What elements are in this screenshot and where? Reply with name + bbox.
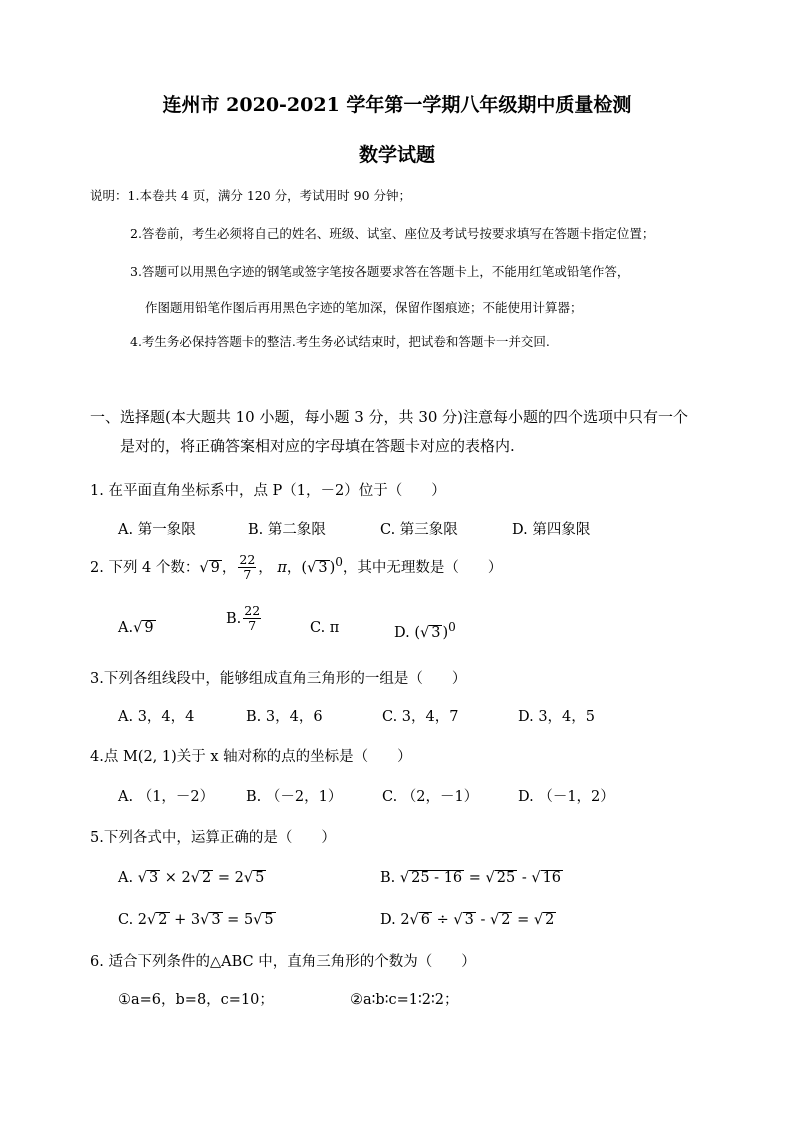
section1-line1: 一、选择题(本大题共 10 小题，每小题 3 分，共 30 分)注意每小题的四个选项中只有一个 xyxy=(90,408,689,426)
q2-pi: π xyxy=(277,559,287,576)
q3-option-a: A. 3，4，4 xyxy=(118,709,195,725)
q2-frac-den: 7 xyxy=(243,567,252,583)
note-4: 4.考生务必保持答题卡的整洁.考生务必试结束时，把试卷和答题卡一并交回. xyxy=(130,334,550,349)
q6-condition-1: ①a=6，b=8，c=10； xyxy=(118,992,274,1008)
q4-option-a: A. （1，－2） xyxy=(118,789,215,805)
q3-stem: 3.下列各组线段中，能够组成直角三角形的一组是（ ） xyxy=(90,671,467,687)
section1-line2: 是对的，将正确答案相对应的字母填在答题卡对应的表格内. xyxy=(120,437,515,455)
q2-b-num: 22 xyxy=(244,603,261,618)
q5-stem: 5.下列各式中，运算正确的是（ ） xyxy=(90,830,336,846)
q5-option-b: B. √ 25 - 16 = √ 25 - √ 16 xyxy=(380,870,562,886)
q2-fraction xyxy=(238,553,256,583)
exam-subtitle: 数学试题 xyxy=(358,144,435,166)
q2-d-label: D. xyxy=(394,624,410,641)
exam-title: 连州市 2020-2021 学年第一学期八年级期中质量检测 xyxy=(162,94,632,116)
q2-sep3: ， xyxy=(286,559,302,576)
note-3a: 3.答题可以用黑色字迹的钢笔或签字笔按各题要求答在答题卡上，不能用红笔或铅笔作答， xyxy=(130,264,630,279)
q5-a-label: A. xyxy=(118,870,134,886)
q2-frac-num: 22 xyxy=(239,552,256,567)
q2-d-val: 3 xyxy=(431,624,441,641)
q2-a-label: A. xyxy=(118,620,134,636)
q2-b-den: 7 xyxy=(248,618,257,634)
q1-stem: 1. 在平面直角坐标系中，点 P（1，－2）位于（ ） xyxy=(90,483,446,499)
q1-option-c: C. 第三象限 xyxy=(380,522,458,538)
q2-stem-suffix: ，其中无理数是（ ） xyxy=(342,559,503,576)
q2-option-b xyxy=(226,604,263,634)
q4-option-b: B. （－2，1） xyxy=(246,789,343,805)
q2-sep1: ， xyxy=(221,559,237,576)
q5-c-label: C. xyxy=(118,912,134,928)
q6-condition-2: ②a∶b∶c=1∶2∶2； xyxy=(350,992,459,1008)
q5-option-d: D. 2√ 6 ÷ √ 3 - √ 2 = √ 2 xyxy=(380,912,555,928)
q5-b-label: B. xyxy=(380,870,396,886)
q2-option-d: D. (√ 3 )$^0$ xyxy=(394,620,456,641)
q3-option-d: D. 3，4，5 xyxy=(518,709,596,725)
q2-stem-prefix: 2. 下列 4 个数： xyxy=(90,559,200,576)
q2-exp0: 0 xyxy=(335,555,343,570)
q2-a-val: 9 xyxy=(144,620,154,636)
note-3b: 作图题用铅笔作图后再用黑色字迹的笔加深，保留作图痕迹；不能使用计算器； xyxy=(145,300,583,315)
q5-d-label: D. xyxy=(380,912,396,928)
q2-c-val: π xyxy=(329,620,340,636)
q5-option-a: A. √ 3 × 2√ 2 = 2√ 5 xyxy=(118,870,265,886)
q3-option-c: C. 3，4，7 xyxy=(382,709,459,725)
q2-b-label: B. xyxy=(226,610,242,627)
q3-option-b: B. 3，4，6 xyxy=(246,709,323,725)
notes-lead-label: 说明： xyxy=(90,188,128,203)
q2-stem: 2. 下列 4 个数：√ 9 ， $\frac{22}{7}$ ， π，(√ 3 )$^0$，其中无理数是（ ） xyxy=(90,552,503,583)
q1-option-d: D. 第四象限 xyxy=(512,522,591,538)
q2-sep2: ， xyxy=(258,559,273,576)
q2-sqrt3: 3 xyxy=(318,559,328,576)
q1-option-b: B. 第二象限 xyxy=(248,522,326,538)
q2-sqrt9: 9 xyxy=(210,559,220,576)
q1-option-a: A. 第一象限 xyxy=(118,522,196,538)
q6-stem: 6. 适合下列条件的△ABC 中，直角三角形的个数为（ ） xyxy=(90,954,476,970)
q2-option-a: A.√ 9 xyxy=(118,620,154,636)
note-1: 1.本卷共 4 页，满分 120 分，考试用时 90 分钟； xyxy=(127,188,412,203)
notes-lead xyxy=(90,186,411,204)
q2-option-c xyxy=(310,620,339,636)
q4-stem: 4.点 M(2, 1)关于 x 轴对称的点的坐标是（ ） xyxy=(90,749,412,765)
q2-d-exp: 0 xyxy=(448,620,456,634)
q2-b-frac xyxy=(243,604,261,634)
note-2: 2.答卷前，考生必须将自己的姓名、班级、试室、座位及考试号按要求填写在答题卡指定位置； xyxy=(130,226,655,241)
q4-option-c: C. （2，－1） xyxy=(382,789,479,805)
q2-c-label: C. xyxy=(310,620,326,636)
q5-option-c: C. 2√ 2 + 3√ 3 = 5√ 5 xyxy=(118,912,274,928)
q4-option-d: D. （－1，2） xyxy=(518,789,615,805)
